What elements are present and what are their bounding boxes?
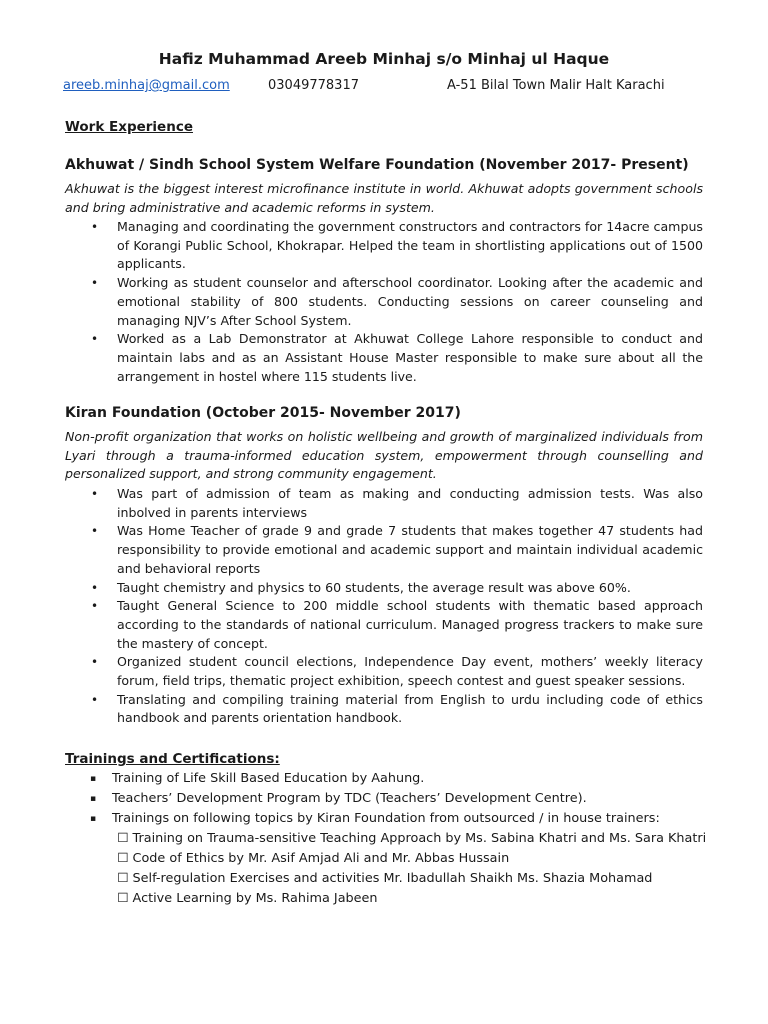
list-item: • Was Home Teacher of grade 9 and grade 7 students that makes together 47 students had responsibility to provide emotional and academic support and maintain individual academic and behavioral reports bbox=[91, 523, 703, 576]
square-bullet-icon: ▪ bbox=[90, 774, 97, 784]
candidate-name: Hafiz Muhammad Areeb Minhaj s/o Minhaj ul Haque bbox=[158, 50, 610, 68]
list-item: ▪ Teachers’ Development Program by TDC (Teachers’ Development Centre). bbox=[90, 789, 660, 809]
list-item: ☐ Active Learning by Ms. Rahima Jabeen bbox=[117, 891, 378, 906]
bullet-icon: • bbox=[91, 276, 99, 291]
trainings-heading: Trainings and Certifications: bbox=[65, 751, 280, 767]
list-item: ☐ Training on Trauma-sensitive Teaching Approach by Ms. Sabina Khatri and Ms. Sara Khatri bbox=[117, 831, 707, 846]
bullet-icon: • bbox=[91, 487, 99, 501]
job-bullets bbox=[65, 485, 703, 728]
list-item: • Translating and compiling training material from English to urdu including code of ethics handbook and parents orientation handbook. bbox=[91, 691, 703, 726]
list-item: • Working as student counselor and afterschool coordinator. Looking after the academic and emotional stability of 800 students. Conducting sessions on career counseling and managing NJV’s After School System. bbox=[91, 275, 703, 328]
bullet-icon: • bbox=[91, 692, 99, 707]
job-bullets bbox=[65, 218, 703, 386]
square-bullet-icon: ▪ bbox=[90, 794, 97, 804]
trainings-sublist bbox=[117, 829, 706, 909]
bullet-icon: • bbox=[91, 655, 99, 670]
bullet-icon: • bbox=[91, 599, 99, 614]
list-item: ▪ Trainings on following topics by Kiran Foundation from outsourced / in house trainers: bbox=[90, 809, 660, 829]
square-bullet-icon: ▪ bbox=[90, 814, 97, 824]
list-item: • Taught General Science to 200 middle school students with thematic based approach according to the standards of national curriculum. Managed progress trackers to make sure the mastery of concept. bbox=[91, 598, 703, 651]
job-title: Akhuwat / Sindh School System Welfare Foundation (November 2017- Present) bbox=[65, 157, 689, 173]
list-item: • Organized student council elections, Independence Day event, mothers’ weekly literacy forum, field trips, thematic project exhibition, speech contest and guest speaker sessions. bbox=[91, 654, 703, 689]
job-title: Kiran Foundation (October 2015- November 2017) bbox=[65, 405, 461, 421]
job-description: Non-profit organization that works on holistic wellbeing and growth of marginalized individuals from Lyari through a trauma-informed education system, empowerment through counselling and personalized support, and strong community engagement. bbox=[65, 429, 703, 481]
email-link[interactable]: areeb.minhaj@gmail.com bbox=[63, 78, 230, 93]
bullet-icon: • bbox=[91, 220, 99, 234]
list-item: ▪ Training of Life Skill Based Education by Aahung. bbox=[90, 769, 660, 789]
bullet-icon: • bbox=[91, 580, 99, 595]
job-description: Akhuwat is the biggest interest microfinance institute in world. Akhuwat adopts government schools and bring administrative and academic reforms in system. bbox=[65, 181, 703, 215]
list-item: • Was part of admission of team as making and conducting admission tests. Was also inbolved in parents interviews bbox=[91, 486, 703, 520]
phone-number: 03049778317 bbox=[268, 78, 359, 93]
bullet-icon: • bbox=[91, 332, 99, 347]
work-experience-heading: Work Experience bbox=[65, 119, 193, 135]
trainings-list bbox=[90, 769, 660, 829]
list-item: • Taught chemistry and physics to 60 students, the average result was above 60%. bbox=[65, 579, 703, 598]
list-item: ☐ Code of Ethics by Mr. Asif Amjad Ali and Mr. Abbas Hussain bbox=[117, 851, 510, 866]
bullet-icon: • bbox=[91, 524, 99, 539]
list-item: • Worked as a Lab Demonstrator at Akhuwat College Lahore responsible to conduct and maintain labs and as an Assistant House Master responsible to make sure about all the arrangement in hostel where 115 students live. bbox=[91, 331, 703, 384]
address: A-51 Bilal Town Malir Halt Karachi bbox=[447, 78, 665, 93]
list-item: • Managing and coordinating the government constructors and contractors for 14acre campus of Korangi Public School, Khokrapar. Helped the team in shortlisting applications out of 1500 applicants. bbox=[91, 219, 703, 272]
list-item: ☐ Self-regulation Exercises and activities Mr. Ibadullah Shaikh Ms. Shazia Mohamad bbox=[117, 871, 653, 886]
